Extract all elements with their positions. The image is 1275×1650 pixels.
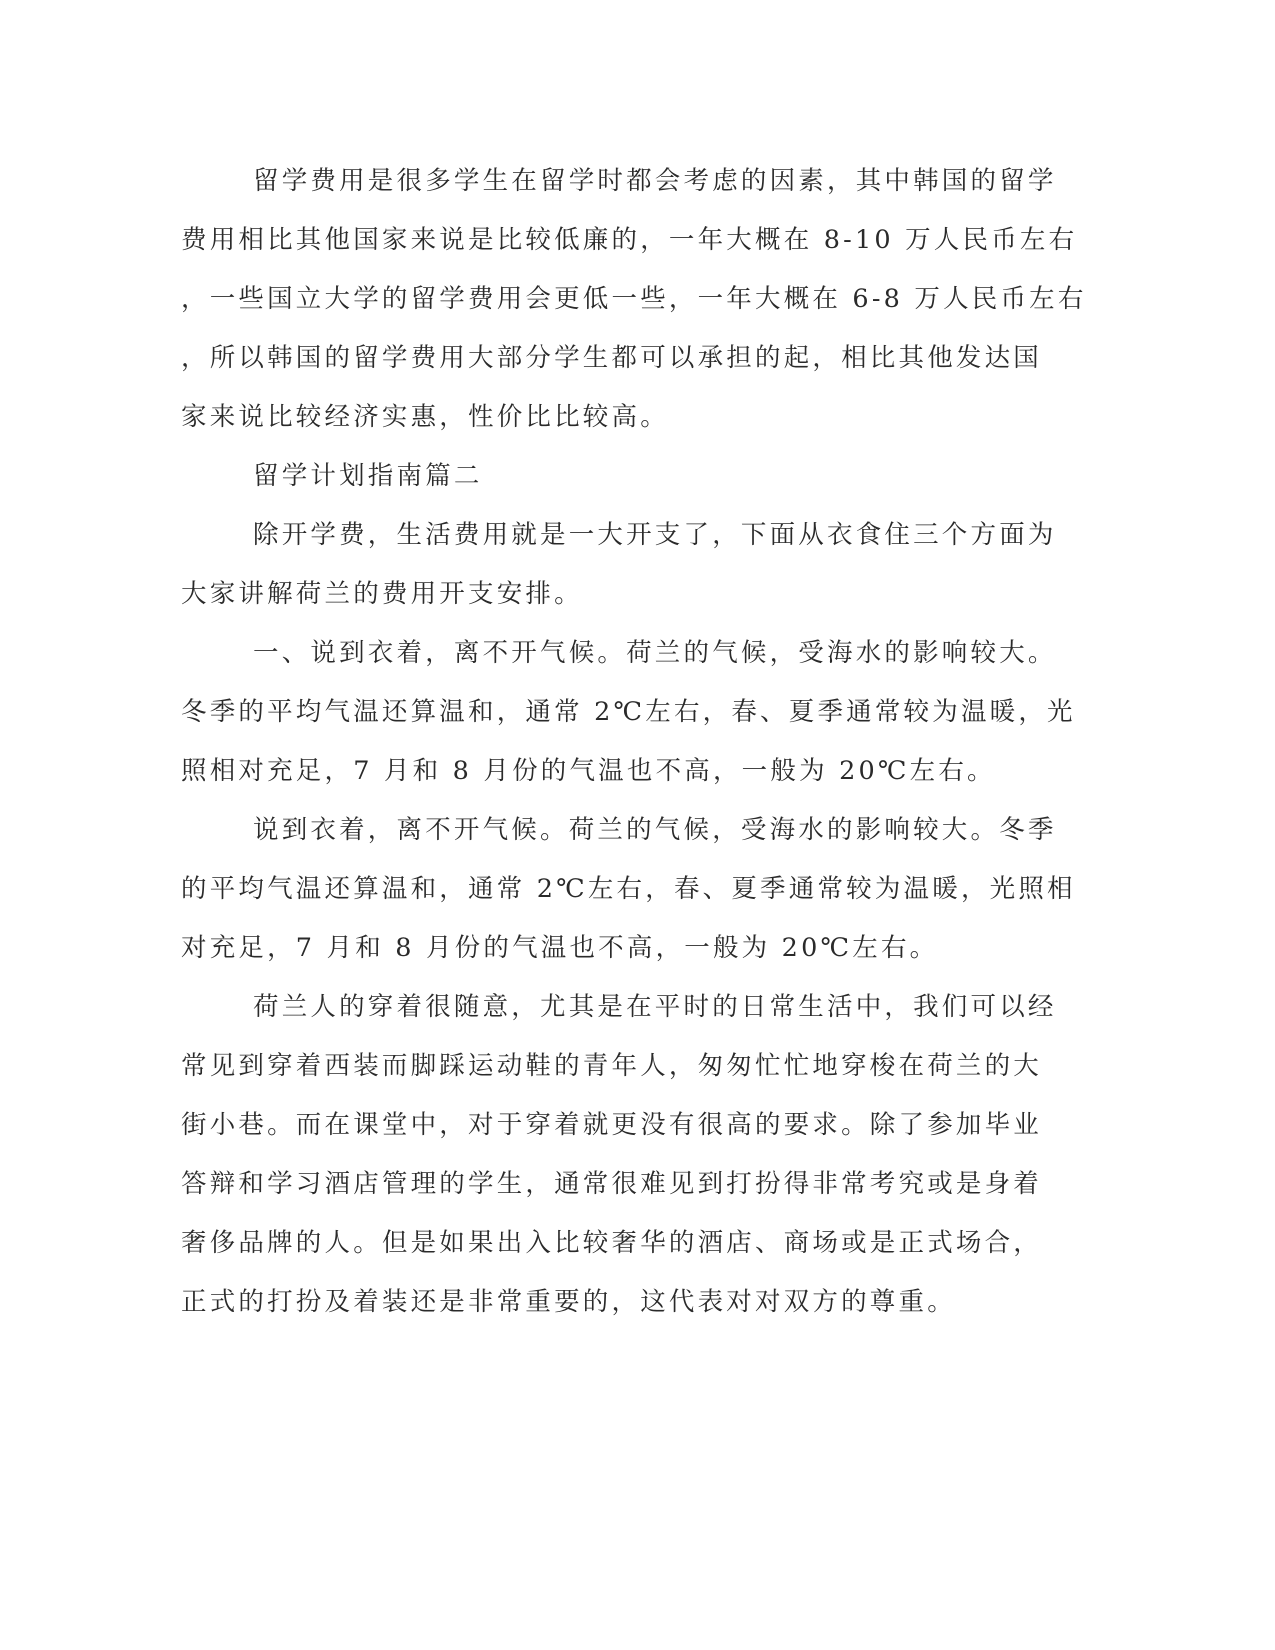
paragraph-5-line-2: 常见到穿着西装而脚踩运动鞋的青年人，匆匆忙忙地穿梭在荷兰的大 xyxy=(181,1051,1043,1081)
paragraph-1-line-3: ，一些国立大学的留学费用会更低一些，一年大概在 6-8 万人民币左右 xyxy=(181,284,1087,314)
paragraph-1-line-4: ，所以韩国的留学费用大部分学生都可以承担的起，相比其他发达国 xyxy=(181,343,1043,373)
section-heading: 留学计划指南篇二 xyxy=(253,461,483,491)
paragraph-5-line-5: 奢侈品牌的人。但是如果出入比较奢华的酒店、商场或是正式场合， xyxy=(181,1228,1043,1258)
paragraph-4-line-3: 对充足，7 月和 8 月份的气温也不高，一般为 20℃左右。 xyxy=(181,933,939,963)
paragraph-2-line-1: 除开学费，生活费用就是一大开支了，下面从衣食住三个方面为 xyxy=(253,520,1057,550)
paragraph-1-line-2: 费用相比其他国家来说是比较低廉的，一年大概在 8-10 万人民币左右 xyxy=(181,225,1078,255)
paragraph-1-line-5: 家来说比较经济实惠，性价比比较高。 xyxy=(181,402,669,432)
paragraph-4-line-2: 的平均气温还算温和，通常 2℃左右，春、夏季通常较为温暖，光照相 xyxy=(181,874,1076,904)
paragraph-5-line-3: 街小巷。而在课堂中，对于穿着就更没有很高的要求。除了参加毕业 xyxy=(181,1110,1043,1140)
paragraph-5-line-4: 答辩和学习酒店管理的学生，通常很难见到打扮得非常考究或是身着 xyxy=(181,1169,1043,1199)
paragraph-3-line-1: 一、说到衣着，离不开气候。荷兰的气候，受海水的影响较大。 xyxy=(253,638,1057,668)
paragraph-5-line-6: 正式的打扮及着装还是非常重要的，这代表对对双方的尊重。 xyxy=(181,1287,956,1317)
paragraph-5-line-1: 荷兰人的穿着很随意，尤其是在平时的日常生活中，我们可以经 xyxy=(253,992,1057,1022)
paragraph-3-line-3: 照相对充足，7 月和 8 月份的气温也不高，一般为 20℃左右。 xyxy=(181,756,996,786)
paragraph-1-line-1: 留学费用是很多学生在留学时都会考虑的因素，其中韩国的留学 xyxy=(253,166,1057,196)
paragraph-2-line-2: 大家讲解荷兰的费用开支安排。 xyxy=(181,579,583,609)
paragraph-3-line-2: 冬季的平均气温还算温和，通常 2℃左右，春、夏季通常较为温暖，光 xyxy=(181,697,1076,727)
paragraph-4-line-1: 说到衣着，离不开气候。荷兰的气候，受海水的影响较大。冬季 xyxy=(253,815,1057,845)
